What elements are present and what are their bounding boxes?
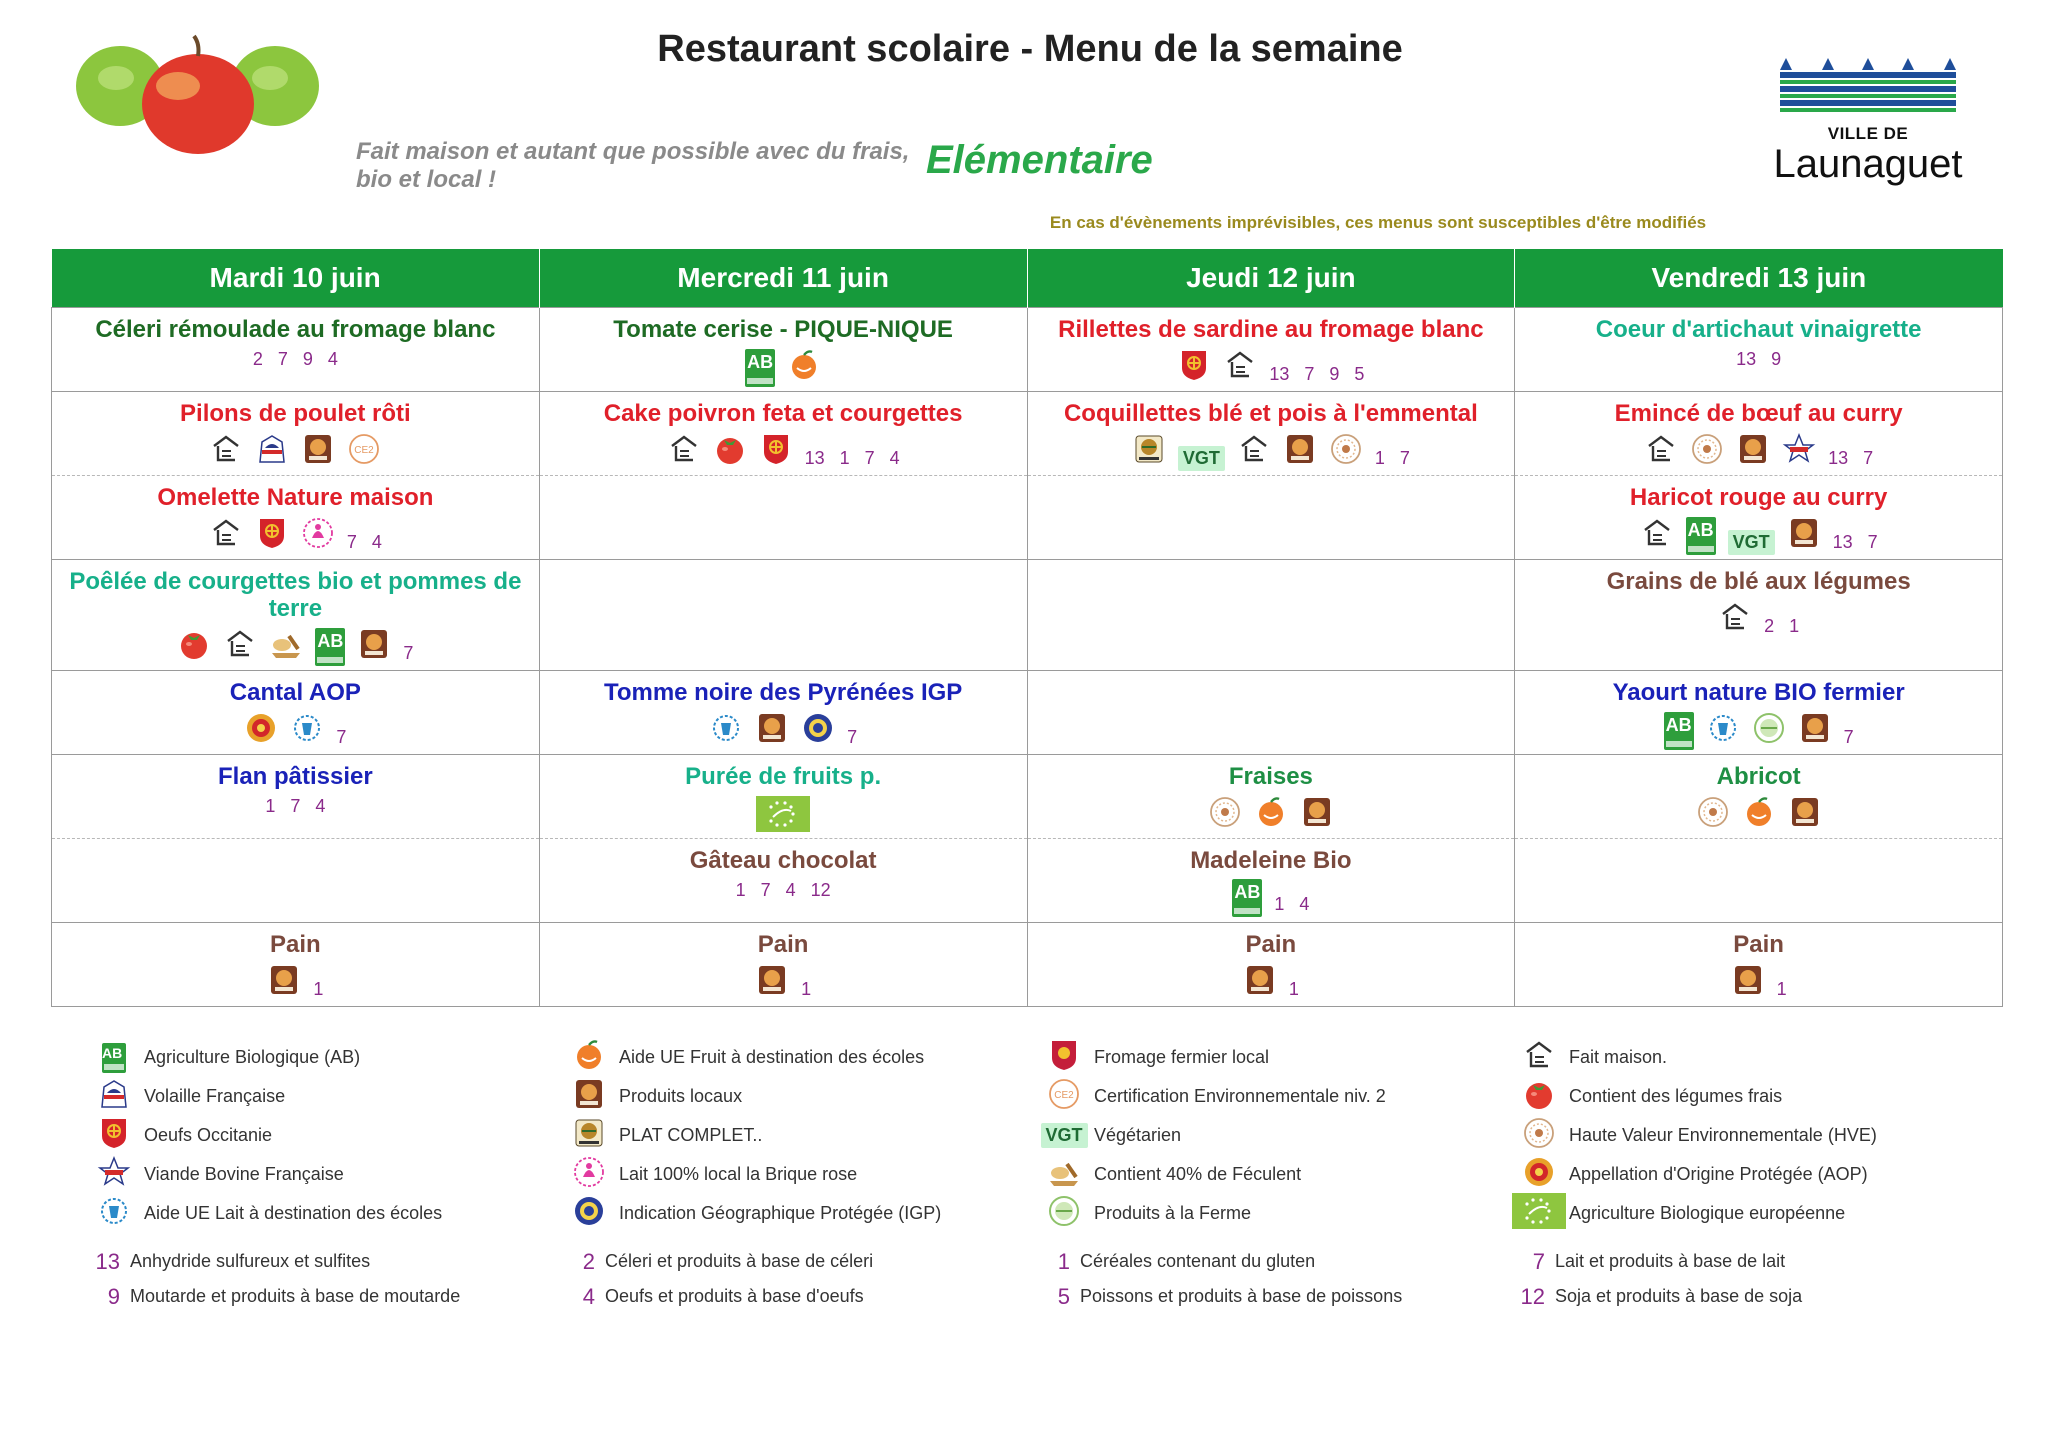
legend-text: Agriculture Biologique européenne <box>1569 1203 1846 1223</box>
menu-cell <box>1027 839 1515 923</box>
weekly-menu-table <box>51 249 2003 1007</box>
menu-cell <box>52 755 540 839</box>
day-header: Jeudi 12 juin <box>1027 249 1515 308</box>
lait-icon <box>290 711 324 750</box>
ferme-icon <box>1752 711 1786 750</box>
menu-row <box>52 671 2003 755</box>
occitanie-icon <box>97 1116 131 1155</box>
day-header: Mardi 10 juin <box>52 249 540 308</box>
menu-cell <box>539 308 1027 392</box>
dish-name: Purée de fruits p. <box>685 763 882 790</box>
legend-item <box>96 1194 571 1233</box>
legend-icon-slot <box>1046 1123 1082 1148</box>
legend-row <box>96 1077 1996 1116</box>
menu-cell <box>1515 839 2003 923</box>
menu-cell <box>539 560 1027 671</box>
allergen-number: 2 <box>582 1248 595 1274</box>
dish-name: Grains de blé aux légumes <box>1606 568 1911 595</box>
allergen-text: Anhydride sulfureux et sulfites <box>130 1251 371 1271</box>
legend-text: Viande Bovine Française <box>144 1164 344 1184</box>
igp-icon <box>572 1194 606 1233</box>
maison-icon <box>223 627 257 666</box>
slogan: Fait maison et autant que possible avec du frais, bio et local ! <box>356 138 910 193</box>
legend-icon-slot <box>96 1194 132 1233</box>
menu-cell <box>539 671 1027 755</box>
local-icon <box>1798 711 1832 750</box>
allergen-numbers: 1 <box>313 979 324 999</box>
legend-item <box>571 1038 1046 1077</box>
ab-icon: AB <box>1686 517 1716 555</box>
menu-row <box>52 308 2003 392</box>
ab-icon: AB <box>1664 712 1694 750</box>
allergen-numbers: 7 4 <box>346 532 382 552</box>
legend-item <box>1046 1077 1521 1116</box>
school-level: Elémentaire <box>926 138 1153 182</box>
maison-icon <box>1644 432 1678 471</box>
allergen-numbers: 7 <box>847 727 858 747</box>
menu-cell <box>52 839 540 923</box>
menu-cell <box>52 671 540 755</box>
dish-labels <box>546 711 1021 750</box>
menu-cell <box>1027 671 1515 755</box>
dish-name: Pain <box>757 931 809 958</box>
vgt-icon: VGT <box>1041 1123 1088 1148</box>
maison-icon <box>1223 348 1257 387</box>
legend-text: Oeufs Occitanie <box>144 1125 273 1145</box>
dish-labels <box>1034 879 1509 917</box>
maison-icon <box>1522 1038 1556 1077</box>
legend-text: Produits à la Ferme <box>1094 1203 1252 1223</box>
menu-cell <box>1515 923 2003 1007</box>
menu-cell <box>1027 392 1515 476</box>
legend-item <box>1046 1194 1521 1233</box>
dish-labels <box>1521 600 1996 639</box>
ferme_local-icon <box>1047 1038 1081 1077</box>
legend-icon-slot <box>571 1077 607 1116</box>
occitanie-icon <box>759 432 793 471</box>
menu-cell <box>1027 560 1515 671</box>
menu-cell <box>52 476 540 560</box>
maison-icon <box>667 432 701 471</box>
legend-text: PLAT COMPLET.. <box>619 1125 763 1145</box>
local-icon <box>572 1077 606 1116</box>
legend-text: Produits locaux <box>619 1086 743 1106</box>
legend-icon-slot <box>96 1116 132 1155</box>
hve-icon <box>1329 432 1363 471</box>
allergen-row <box>90 1244 1990 1279</box>
dish-labels <box>1034 795 1509 834</box>
occitanie-icon <box>1177 348 1211 387</box>
menu-warning: En cas d'évènements imprévisibles, ces menus sont susceptibles d'être modifiés <box>1049 213 1707 232</box>
maison-icon <box>209 516 243 555</box>
local-icon <box>1300 795 1334 834</box>
allergen-text: Poissons et produits à base de poissons <box>1080 1286 1403 1306</box>
brique-icon <box>572 1155 606 1194</box>
bovine-icon <box>1782 432 1816 471</box>
allergen-numbers: 1 <box>1776 979 1787 999</box>
aop-icon <box>1522 1155 1556 1194</box>
allergen-numbers: 7 <box>336 727 347 747</box>
lait-icon <box>709 711 743 750</box>
eubio-icon <box>1511 1192 1567 1235</box>
dish-labels <box>546 348 1021 387</box>
legend-text: Contient 40% de Féculent <box>1094 1164 1302 1184</box>
ab-icon: AB <box>315 628 345 666</box>
allergen-number: 4 <box>582 1283 595 1309</box>
dish-labels <box>1521 963 1996 1002</box>
allergen-item <box>565 1284 1040 1310</box>
allergen-text: Soja et produits à base de soja <box>1555 1286 1803 1306</box>
menu-cell <box>1515 308 2003 392</box>
allergen-item <box>1040 1249 1515 1275</box>
legend-icon-slot <box>96 1077 132 1116</box>
dish-name: Fraises <box>1228 763 1313 790</box>
eubio-icon <box>755 795 811 838</box>
dish-labels <box>546 963 1021 1002</box>
legend-item <box>96 1077 571 1116</box>
logo-ville-text: VILLE DE <box>1827 124 1909 143</box>
menu-cell <box>539 476 1027 560</box>
dish-name: Flan pâtissier <box>218 763 373 790</box>
legend-item <box>1046 1038 1521 1077</box>
dish-labels <box>546 432 1021 471</box>
menu-cell <box>1515 476 2003 560</box>
allergen-number: 1 <box>1057 1248 1070 1274</box>
local-icon <box>1731 963 1765 1002</box>
complet-icon <box>1132 432 1166 471</box>
ab-icon: AB <box>102 1043 126 1073</box>
dish-labels <box>58 963 533 1002</box>
local-icon <box>1787 516 1821 555</box>
local-icon <box>755 711 789 750</box>
menu-cell <box>1027 755 1515 839</box>
maison-icon <box>209 432 243 471</box>
vgt-icon: VGT <box>1728 530 1775 555</box>
legend-text: Certification Environnementale niv. 2 <box>1094 1086 1386 1106</box>
legend-item <box>1521 1116 1996 1155</box>
apples-image <box>70 16 328 156</box>
dish-name: Coeur d'artichaut vinaigrette <box>1595 316 1922 343</box>
allergen-numbers: 2 7 9 4 <box>252 349 338 369</box>
dish-labels <box>1521 711 1996 750</box>
maison-icon <box>1237 432 1271 471</box>
menu-row <box>52 923 2003 1007</box>
legend-text: Volaille Française <box>144 1086 286 1106</box>
hve-icon <box>1208 795 1242 834</box>
menu-cell <box>1027 308 1515 392</box>
dish-labels <box>1034 963 1509 1002</box>
allergen-item <box>1040 1284 1515 1310</box>
dish-name: Pain <box>1733 931 1784 958</box>
day-header: Mercredi 11 juin <box>539 249 1027 308</box>
volaille-icon <box>255 432 289 471</box>
menu-cell <box>539 755 1027 839</box>
allergen-text: Céleri et produits à base de céleri <box>605 1251 874 1271</box>
dish-name: Emincé de bœuf au curry <box>1614 400 1903 427</box>
legend-item <box>571 1077 1046 1116</box>
fruit-icon <box>1254 795 1288 834</box>
icon-legend <box>96 1038 1996 1233</box>
menu-cell <box>52 560 540 671</box>
legend-text: Appellation d'Origine Protégée (AOP) <box>1569 1164 1868 1184</box>
dish-name: Rillettes de sardine au fromage blanc <box>1058 316 1484 343</box>
allergen-text: Oeufs et produits à base d'oeufs <box>605 1286 864 1306</box>
legend-text: Aide UE Fruit à destination des écoles <box>619 1047 925 1067</box>
dish-labels <box>546 879 1021 903</box>
legend-icon-slot <box>96 1043 132 1073</box>
maison-icon <box>1640 516 1674 555</box>
allergen-numbers: 1 7 <box>1374 448 1410 468</box>
menu-row <box>52 755 2003 839</box>
local-icon <box>301 432 335 471</box>
dish-name: Poêlée de courgettes bio et pommes de terre <box>69 568 522 622</box>
allergen-number: 12 <box>1520 1283 1545 1309</box>
legend-row <box>96 1155 1996 1194</box>
hve-icon <box>1522 1116 1556 1155</box>
dish-name: Céleri rémoulade au fromage blanc <box>95 316 496 343</box>
legend-row <box>96 1194 1996 1233</box>
volaille-icon <box>97 1077 131 1116</box>
legend-row <box>96 1038 1996 1077</box>
dish-name: Pain <box>270 931 321 958</box>
allergen-text: Lait et produits à base de lait <box>1555 1251 1786 1271</box>
hve-icon <box>1690 432 1724 471</box>
allergen-numbers: 13 7 <box>1828 448 1874 468</box>
dish-name: Gâteau chocolat <box>689 847 877 874</box>
dish-name: Cake poivron feta et courgettes <box>603 400 963 427</box>
legend-icon-slot <box>571 1155 607 1194</box>
local-icon <box>267 963 301 1002</box>
local-icon <box>1283 432 1317 471</box>
igp-icon <box>801 711 835 750</box>
dish-name: Pain <box>1245 931 1297 958</box>
legend-icon-slot <box>1046 1155 1082 1194</box>
menu-row <box>52 839 2003 923</box>
legend-item <box>96 1043 571 1073</box>
local-icon <box>1736 432 1770 471</box>
legend-text: Contient des légumes frais <box>1569 1086 1783 1106</box>
dish-labels <box>58 348 533 372</box>
legend-icon-slot <box>1521 1116 1557 1155</box>
fruit-icon <box>1742 795 1776 834</box>
allergen-numbers: 13 1 7 4 <box>804 448 900 468</box>
dish-name: Omelette Nature maison <box>157 484 434 511</box>
ab-icon: AB <box>1232 879 1262 917</box>
allergen-row <box>90 1279 1990 1314</box>
legend-icon-slot <box>571 1194 607 1233</box>
menu-cell <box>1515 560 2003 671</box>
dish-name: Tomme noire des Pyrénées IGP <box>603 679 963 706</box>
feculent-icon <box>269 627 303 666</box>
legend-icon-slot <box>571 1116 607 1155</box>
lait-icon <box>1706 711 1740 750</box>
menu-row <box>52 392 2003 476</box>
tomate-icon <box>177 627 211 666</box>
dish-name: Yaourt nature BIO fermier <box>1612 679 1905 706</box>
allergen-numbers: 2 1 <box>1764 616 1800 636</box>
document-title: Restaurant scolaire - Menu de la semaine <box>657 28 1403 70</box>
legend-text: Végétarien <box>1094 1125 1182 1145</box>
town-logo <box>1768 58 1968 188</box>
ce2-icon <box>347 432 381 471</box>
legend-text: Fait maison. <box>1569 1047 1668 1067</box>
menu-cell <box>539 392 1027 476</box>
legend-item <box>96 1155 571 1194</box>
lait-icon <box>97 1194 131 1233</box>
complet-icon <box>572 1116 606 1155</box>
allergen-numbers: 1 4 <box>1274 894 1310 914</box>
dish-name: Madeleine Bio <box>1190 847 1352 874</box>
allergen-numbers: 1 <box>1288 979 1299 999</box>
legend-icon-slot <box>1046 1194 1082 1233</box>
dish-name: Cantal AOP <box>229 679 361 706</box>
occitanie-icon <box>255 516 289 555</box>
dish-name: Abricot <box>1716 763 1801 790</box>
ferme-icon <box>1047 1194 1081 1233</box>
town-logo-emblem <box>1768 58 1968 120</box>
menu-cell <box>1515 755 2003 839</box>
dish-labels <box>58 795 533 819</box>
dish-name: Haricot rouge au curry <box>1629 484 1888 511</box>
legend-icon-slot <box>96 1155 132 1194</box>
menu-cell <box>539 923 1027 1007</box>
dish-labels <box>58 711 533 750</box>
legend-item <box>571 1194 1046 1233</box>
allergen-numbers: 1 7 4 12 <box>735 880 831 900</box>
dish-labels <box>1521 795 1996 834</box>
legend-icon-slot <box>1521 1077 1557 1116</box>
tomate-icon <box>1522 1077 1556 1116</box>
legend-icon-slot <box>1521 1038 1557 1077</box>
allergen-numbers: 1 7 4 <box>265 796 326 816</box>
allergen-item <box>90 1249 565 1275</box>
dish-labels <box>58 432 533 471</box>
allergen-item <box>1515 1284 1990 1310</box>
legend-icon-slot <box>1521 1155 1557 1194</box>
allergen-numbers: 7 <box>403 643 414 663</box>
legend-text: Aide UE Lait à destination des écoles <box>144 1203 443 1223</box>
dish-name: Pilons de poulet rôti <box>180 400 411 427</box>
fruit-icon <box>572 1038 606 1077</box>
local-icon <box>755 963 789 1002</box>
legend-icon-slot <box>1521 1192 1557 1235</box>
menu-cell <box>52 923 540 1007</box>
aop-icon <box>244 711 278 750</box>
legend-item <box>571 1155 1046 1194</box>
legend-icon-slot <box>571 1038 607 1077</box>
menu-cell <box>539 839 1027 923</box>
menu-cell <box>1515 671 2003 755</box>
feculent-icon <box>1047 1155 1081 1194</box>
fruit-icon <box>787 348 821 387</box>
dish-name: Coquillettes blé et pois à l'emmental <box>1063 400 1478 427</box>
allergen-item <box>90 1284 565 1310</box>
allergen-numbers: 13 7 <box>1832 532 1878 552</box>
allergen-numbers: 7 <box>1843 727 1854 747</box>
legend-item <box>1521 1038 1996 1077</box>
legend-icon-slot <box>1046 1038 1082 1077</box>
tomate-icon <box>713 432 747 471</box>
legend-text: Lait 100% local la Brique rose <box>619 1164 858 1184</box>
dish-labels <box>58 627 533 666</box>
svg-text:CE2: CE2 <box>354 445 375 456</box>
allergen-item <box>1515 1249 1990 1275</box>
allergen-text: Moutarde et produits à base de moutarde <box>130 1286 461 1306</box>
legend-text: Agriculture Biologique (AB) <box>144 1047 361 1067</box>
ce2-icon <box>1047 1077 1081 1116</box>
dish-labels <box>1521 432 1996 471</box>
legend-row <box>96 1116 1996 1155</box>
svg-text:CE2: CE2 <box>1054 1090 1074 1101</box>
legend-item <box>571 1116 1046 1155</box>
dish-labels <box>1521 348 1996 372</box>
allergen-numbers: 13 9 <box>1736 349 1782 369</box>
legend-item <box>1521 1155 1996 1194</box>
local-icon <box>1788 795 1822 834</box>
dish-labels <box>1034 348 1509 387</box>
ab-icon: AB <box>745 349 775 387</box>
allergen-number: 9 <box>107 1283 120 1309</box>
dish-labels <box>1521 516 1996 555</box>
allergen-numbers: 13 7 9 5 <box>1269 364 1365 384</box>
legend-text: Fromage fermier local <box>1094 1047 1270 1067</box>
local-icon <box>1243 963 1277 1002</box>
allergen-numbers: 1 <box>801 979 812 999</box>
dish-labels <box>1034 432 1509 471</box>
allergen-text: Céréales contenant du gluten <box>1080 1251 1316 1271</box>
legend-item <box>1521 1192 1996 1235</box>
day-header: Vendredi 13 juin <box>1515 249 2003 308</box>
bovine-icon <box>97 1155 131 1194</box>
dish-labels <box>58 516 533 555</box>
allergen-legend <box>90 1244 1990 1314</box>
menu-row <box>52 560 2003 671</box>
vgt-icon: VGT <box>1178 446 1225 471</box>
allergen-number: 5 <box>1057 1283 1070 1309</box>
legend-item <box>1521 1077 1996 1116</box>
legend-item <box>1046 1123 1521 1148</box>
logo-town-name: Launaguet <box>1773 142 1963 186</box>
menu-cell <box>1515 392 2003 476</box>
day-header-row <box>52 249 2003 308</box>
menu-row <box>52 476 2003 560</box>
menu-cell <box>1027 923 1515 1007</box>
menu-cell <box>1027 476 1515 560</box>
legend-item <box>96 1116 571 1155</box>
maison-icon <box>1718 600 1752 639</box>
dish-name: Tomate cerise - PIQUE-NIQUE <box>613 316 953 343</box>
legend-icon-slot <box>1046 1077 1082 1116</box>
hve-icon <box>1696 795 1730 834</box>
legend-text: Indication Géographique Protégée (IGP) <box>619 1203 942 1223</box>
dish-labels <box>546 795 1021 838</box>
legend-text: Haute Valeur Environnementale (HVE) <box>1569 1125 1877 1145</box>
menu-cell <box>52 308 540 392</box>
brique-icon <box>301 516 335 555</box>
local-icon <box>357 627 391 666</box>
allergen-item <box>565 1249 1040 1275</box>
allergen-number: 7 <box>1532 1248 1545 1274</box>
menu-cell <box>52 392 540 476</box>
allergen-number: 13 <box>95 1248 120 1274</box>
legend-item <box>1046 1155 1521 1194</box>
